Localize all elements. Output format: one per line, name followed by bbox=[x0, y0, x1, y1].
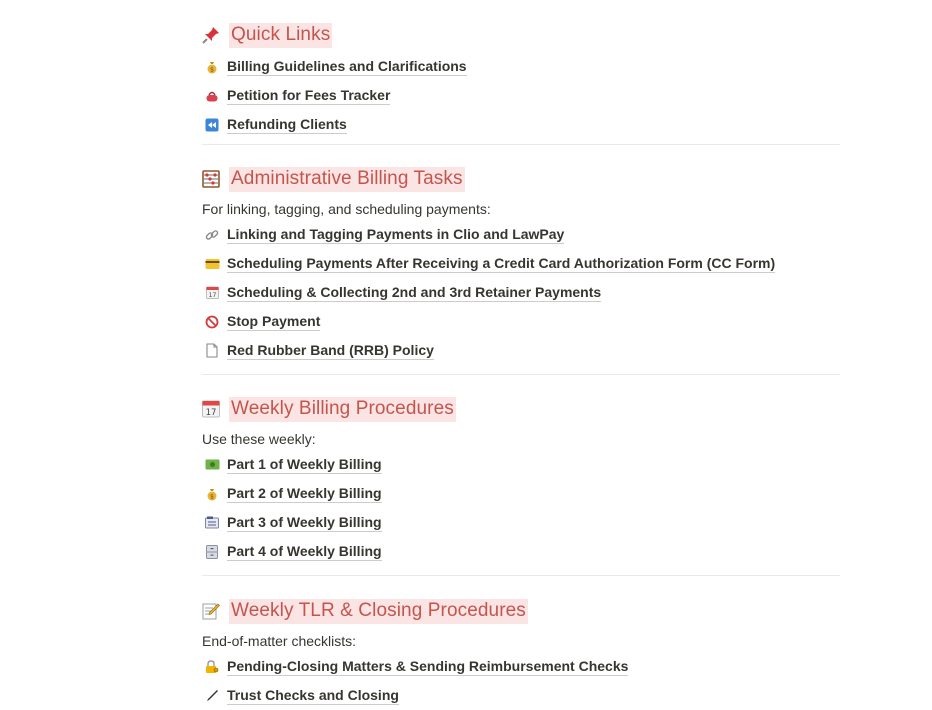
link-label[interactable]: Part 1 of Weekly Billing bbox=[227, 455, 382, 472]
document-icon bbox=[202, 341, 222, 361]
section-heading bbox=[202, 394, 456, 424]
pen-icon bbox=[202, 686, 222, 706]
pushpin-icon bbox=[202, 26, 224, 44]
money-bag-icon bbox=[202, 484, 222, 504]
link-label[interactable]: Part 4 of Weekly Billing bbox=[227, 542, 382, 559]
svg-text:17: 17 bbox=[205, 408, 217, 418]
link-icon bbox=[202, 225, 222, 245]
section-subtitle: For linking, tagging, and scheduling payments: bbox=[202, 201, 491, 217]
svg-text:$: $ bbox=[210, 66, 214, 73]
section-quick-links bbox=[202, 20, 467, 139]
link-item[interactable] bbox=[202, 652, 628, 681]
section-heading bbox=[202, 20, 467, 50]
calendar-icon bbox=[202, 400, 224, 418]
link-item[interactable] bbox=[202, 220, 775, 249]
link-label[interactable]: Billing Guidelines and Clarifications bbox=[227, 57, 467, 74]
link-item[interactable] bbox=[202, 508, 456, 537]
divider bbox=[202, 575, 840, 576]
abacus-icon bbox=[202, 170, 224, 188]
link-label[interactable]: Part 2 of Weekly Billing bbox=[227, 484, 382, 501]
link-label[interactable]: Refunding Clients bbox=[227, 115, 347, 132]
card-index-icon bbox=[202, 513, 222, 533]
divider bbox=[202, 374, 840, 375]
money-bag-icon bbox=[202, 57, 222, 77]
link-item[interactable] bbox=[202, 81, 467, 110]
link-item[interactable] bbox=[202, 681, 628, 710]
link-label[interactable]: Red Rubber Band (RRB) Policy bbox=[227, 341, 434, 358]
link-item[interactable] bbox=[202, 110, 467, 139]
section-subtitle: Use these weekly: bbox=[202, 431, 316, 447]
link-item[interactable] bbox=[202, 336, 775, 365]
link-item[interactable] bbox=[202, 537, 456, 566]
locked-key-icon bbox=[202, 657, 222, 677]
link-label[interactable]: Stop Payment bbox=[227, 312, 321, 329]
section-title: Weekly Billing Procedures bbox=[229, 397, 456, 422]
section-administrative-billing bbox=[202, 164, 775, 365]
link-label[interactable]: Petition for Fees Tracker bbox=[227, 86, 391, 103]
purse-icon bbox=[202, 86, 222, 106]
memo-icon bbox=[202, 602, 224, 620]
rewind-icon bbox=[202, 115, 222, 135]
section-title: Administrative Billing Tasks bbox=[229, 167, 465, 192]
divider bbox=[202, 144, 840, 145]
link-item[interactable] bbox=[202, 278, 775, 307]
link-item[interactable] bbox=[202, 249, 775, 278]
section-title: Quick Links bbox=[229, 23, 332, 48]
link-label[interactable]: Scheduling Payments After Receiving a Credit Card Authorization Form (CC Form) bbox=[227, 254, 776, 271]
link-item[interactable] bbox=[202, 52, 467, 81]
section-weekly-billing bbox=[202, 394, 456, 566]
link-label[interactable]: Scheduling & Collecting 2nd and 3rd Retainer Payments bbox=[227, 283, 602, 300]
credit-card-icon bbox=[202, 254, 222, 274]
link-item[interactable] bbox=[202, 450, 456, 479]
link-item[interactable] bbox=[202, 479, 456, 508]
link-label[interactable]: Linking and Tagging Payments in Clio and LawPay bbox=[227, 225, 565, 242]
section-subtitle: End-of-matter checklists: bbox=[202, 633, 357, 649]
section-title: Weekly TLR & Closing Procedures bbox=[229, 599, 528, 624]
calendar-icon bbox=[202, 283, 222, 303]
svg-text:$: $ bbox=[210, 493, 214, 500]
section-heading bbox=[202, 596, 628, 626]
prohibited-icon bbox=[202, 312, 222, 332]
dollar-banknote-icon bbox=[202, 455, 222, 475]
svg-text:17: 17 bbox=[208, 292, 216, 299]
link-label[interactable]: Trust Checks and Closing bbox=[227, 686, 399, 703]
cabinet-icon bbox=[202, 542, 222, 562]
link-label[interactable]: Pending-Closing Matters & Sending Reimbursement Checks bbox=[227, 657, 629, 674]
section-heading bbox=[202, 164, 775, 194]
section-weekly-tlr-closing bbox=[202, 596, 628, 710]
link-label[interactable]: Part 3 of Weekly Billing bbox=[227, 513, 382, 530]
link-item[interactable] bbox=[202, 307, 775, 336]
